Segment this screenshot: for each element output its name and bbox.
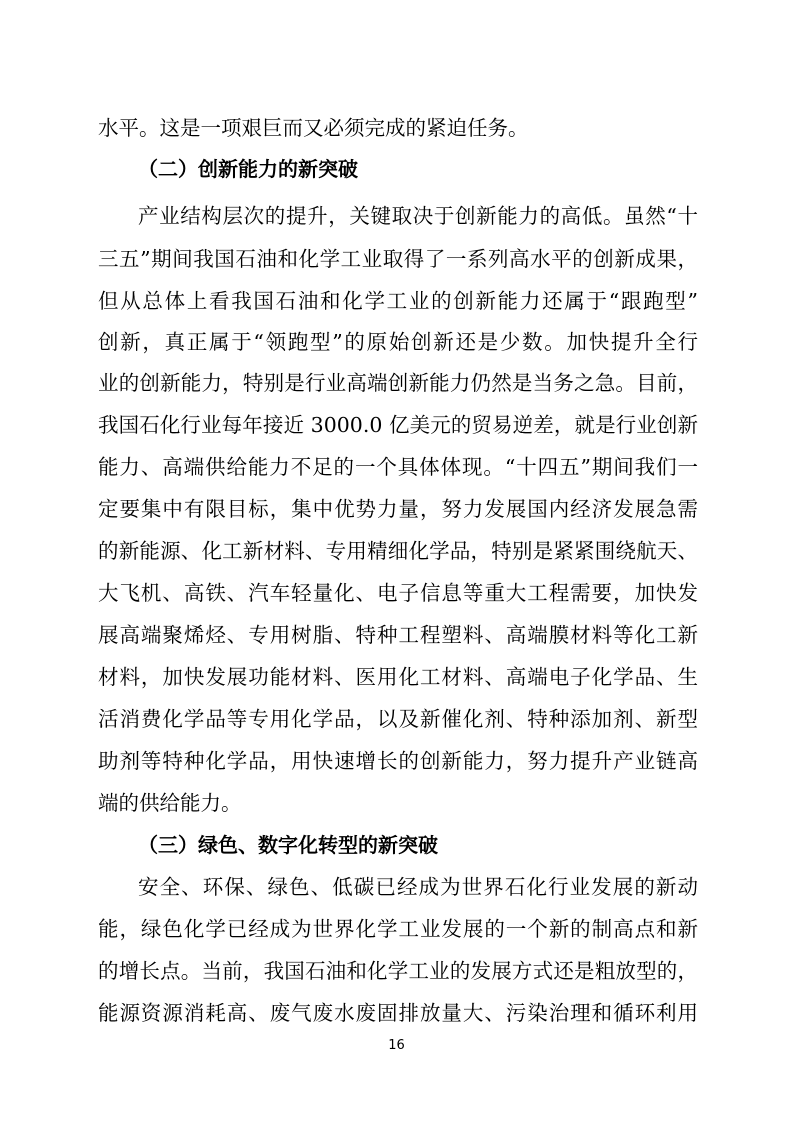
paragraph-line: 端的供给能力。 <box>98 791 242 815</box>
paragraph-line: 业的创新能力，特别是行业高端创新能力仍然是当务之急。目前， <box>98 371 698 395</box>
paragraph-line: 的增长点。当前，我国石油和化学工业的发展方式还是粗放型的， <box>98 959 698 983</box>
paragraph-line: 助剂等特种化学品，用快速增长的创新能力，努力提升产业链高 <box>98 749 698 773</box>
paragraph-line: 材料，加快发展功能材料、医用化工材料、高端电子化学品、生 <box>98 665 698 689</box>
paragraph-line: 安全、环保、绿色、低碳已经成为世界石化行业发展的新动 <box>138 875 698 899</box>
paragraph-line: 产业结构层次的提升，关键取决于创新能力的高低。虽然“十 <box>138 204 698 228</box>
page-number: 16 <box>388 1038 405 1053</box>
paragraph-line: 水平。这是一项艰巨而又必须完成的紧迫任务。 <box>98 116 529 140</box>
paragraph-line: 活消费化学品等专用化学品，以及新催化剂、特种添加剂、新型 <box>98 707 698 731</box>
section-heading-innovation: （二）创新能力的新突破 <box>138 157 358 181</box>
paragraph-line: 三五”期间我国石油和化学工业取得了一系列高水平的创新成果， <box>98 247 698 271</box>
paragraph-line: 定要集中有限目标，集中优势力量，努力发展国内经济发展急需 <box>98 497 698 521</box>
section-heading-green-digital: （三）绿色、数字化转型的新突破 <box>138 833 438 857</box>
paragraph-line: 能，绿色化学已经成为世界化学工业发展的一个新的制高点和新 <box>98 917 698 941</box>
paragraph-line: 创新，真正属于“领跑型”的原始创新还是少数。加快提升全行 <box>98 330 698 354</box>
paragraph-line: 我国石化行业每年接近 3000.0 亿美元的贸易逆差，就是行业创新 <box>98 413 698 437</box>
paragraph-line: 大飞机、高铁、汽车轻量化、电子信息等重大工程需要，加快发 <box>98 581 698 605</box>
paragraph-line: 的新能源、化工新材料、专用精细化学品，特别是紧紧围绕航天、 <box>98 539 698 563</box>
paragraph-line: 能源资源消耗高、废气废水废固排放量大、污染治理和循环利用 <box>98 1001 698 1025</box>
paragraph-line: 展高端聚烯烃、专用树脂、特种工程塑料、高端膜材料等化工新 <box>98 623 698 647</box>
paragraph-line: 能力、高端供给能力不足的一个具体体现。“十四五”期间我们一 <box>98 455 698 479</box>
paragraph-line: 但从总体上看我国石油和化学工业的创新能力还属于“跟跑型” <box>98 289 698 313</box>
